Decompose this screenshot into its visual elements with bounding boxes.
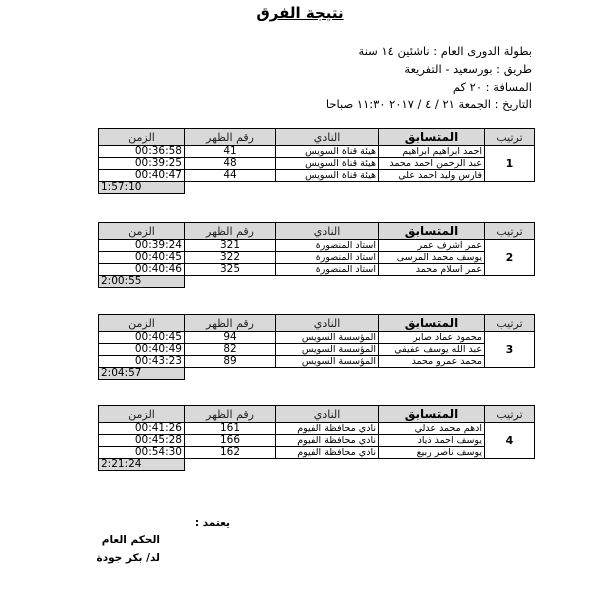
- total-row: [99, 368, 535, 380]
- time-cell: 00:39:24: [99, 240, 185, 252]
- team-table-2: [98, 222, 535, 288]
- header-time: الزمن: [99, 223, 185, 240]
- header-bib: رقم الظهر: [185, 406, 276, 423]
- club-cell: هيئة قناة السويس: [276, 146, 379, 158]
- runner-cell: يوسف احمد ذياد: [379, 435, 485, 447]
- bib-cell: 82: [185, 344, 276, 356]
- total-row: [99, 459, 535, 471]
- blank-cell: [185, 459, 535, 471]
- time-cell: 00:40:49: [99, 344, 185, 356]
- runner-cell: يوسف محمد المرسى: [379, 252, 485, 264]
- club-cell: هيئة قناة السويس: [276, 170, 379, 182]
- header-time: الزمن: [99, 129, 185, 146]
- header-bib: رقم الظهر: [185, 315, 276, 332]
- championship-line: بطولة الدورى العام : ناشئين ١٤ سنة: [358, 44, 532, 58]
- time-cell: 00:40:45: [99, 252, 185, 264]
- time-cell: 00:41:26: [99, 423, 185, 435]
- table-row: [99, 332, 535, 344]
- header-rank: ترتيب: [485, 223, 535, 240]
- runner-cell: احمد ابراهيم ابراهيم: [379, 146, 485, 158]
- time-cell: 00:40:45: [99, 332, 185, 344]
- table-row: [99, 447, 535, 459]
- table-row: [99, 344, 535, 356]
- header-time: الزمن: [99, 315, 185, 332]
- table-header-row: [99, 129, 535, 146]
- time-cell: 00:45:28: [99, 435, 185, 447]
- rank-cell: 4: [485, 423, 535, 459]
- header-club: النادي: [276, 129, 379, 146]
- header-runner: المتسابق: [379, 223, 485, 240]
- total-time-cell: 1:57:10: [99, 182, 185, 194]
- club-cell: استاد المنصورة: [276, 264, 379, 276]
- table-row: [99, 146, 535, 158]
- chief-referee-name: لد/ بكر جودة: [96, 552, 160, 564]
- total-time-cell: 2:21:24: [99, 459, 185, 471]
- table-row: [99, 252, 535, 264]
- bib-cell: 89: [185, 356, 276, 368]
- header-rank: ترتيب: [485, 315, 535, 332]
- chief-referee-title: الحكم العام: [101, 534, 160, 546]
- time-cell: 00:36:58: [99, 146, 185, 158]
- distance-line: المسافة : ٢٠ كم: [452, 80, 532, 94]
- table-header-row: [99, 223, 535, 240]
- club-cell: استاد المنصورة: [276, 240, 379, 252]
- runner-cell: ادهم محمد عدلي: [379, 423, 485, 435]
- bib-cell: 48: [185, 158, 276, 170]
- runner-cell: محمد عمرو محمد: [379, 356, 485, 368]
- bib-cell: 166: [185, 435, 276, 447]
- runner-cell: عبد الله يوسف عفيفي: [379, 344, 485, 356]
- total-time-cell: 2:04:57: [99, 368, 185, 380]
- rank-cell: 1: [485, 146, 535, 182]
- time-cell: 00:54:30: [99, 447, 185, 459]
- table-header-row: [99, 406, 535, 423]
- blank-cell: [185, 368, 535, 380]
- club-cell: نادي محافظة الفيوم: [276, 435, 379, 447]
- table-row: [99, 158, 535, 170]
- bib-cell: 322: [185, 252, 276, 264]
- header-runner: المتسابق: [379, 406, 485, 423]
- time-cell: 00:40:47: [99, 170, 185, 182]
- bib-cell: 161: [185, 423, 276, 435]
- table-header-row: [99, 315, 535, 332]
- club-cell: المؤسسة السويس: [276, 344, 379, 356]
- runner-cell: عبد الرحمن احمد محمد: [379, 158, 485, 170]
- blank-cell: [185, 182, 535, 194]
- bib-cell: 94: [185, 332, 276, 344]
- rank-cell: 2: [485, 240, 535, 276]
- header-bib: رقم الظهر: [185, 223, 276, 240]
- table-row: [99, 356, 535, 368]
- header-time: الزمن: [99, 406, 185, 423]
- header-club: النادي: [276, 223, 379, 240]
- date-line: التاريخ : الجمعة ٢١ / ٤ / ٢٠١٧ ١١:٣٠ صباحا: [325, 97, 532, 111]
- header-rank: ترتيب: [485, 129, 535, 146]
- runner-cell: عمر اسلام محمد: [379, 264, 485, 276]
- time-cell: 00:40:46: [99, 264, 185, 276]
- page-title: نتيجة الفرق: [256, 4, 344, 22]
- table-row: [99, 264, 535, 276]
- bib-cell: 325: [185, 264, 276, 276]
- runner-cell: عمر اشرف عمر: [379, 240, 485, 252]
- club-cell: نادي محافظة الفيوم: [276, 423, 379, 435]
- rank-cell: 3: [485, 332, 535, 368]
- time-cell: 00:39:25: [99, 158, 185, 170]
- runner-cell: فارس وليد احمد علي: [379, 170, 485, 182]
- bib-cell: 41: [185, 146, 276, 158]
- total-row: [99, 182, 535, 194]
- table-row: [99, 170, 535, 182]
- bib-cell: 44: [185, 170, 276, 182]
- header-runner: المتسابق: [379, 315, 485, 332]
- total-row: [99, 276, 535, 288]
- bib-cell: 162: [185, 447, 276, 459]
- team-table-1: [98, 128, 535, 194]
- team-table-3: [98, 314, 535, 380]
- header-bib: رقم الظهر: [185, 129, 276, 146]
- header-club: النادي: [276, 406, 379, 423]
- club-cell: المؤسسة السويس: [276, 356, 379, 368]
- bib-cell: 321: [185, 240, 276, 252]
- approval-label: يعتمد :: [194, 517, 230, 529]
- blank-cell: [185, 276, 535, 288]
- header-club: النادي: [276, 315, 379, 332]
- header-rank: ترتيب: [485, 406, 535, 423]
- runner-cell: محمود عماد صابر: [379, 332, 485, 344]
- table-row: [99, 240, 535, 252]
- header-runner: المتسابق: [379, 129, 485, 146]
- table-row: [99, 435, 535, 447]
- team-table-4: [98, 405, 535, 471]
- club-cell: استاد المنصورة: [276, 252, 379, 264]
- table-row: [99, 423, 535, 435]
- time-cell: 00:43:23: [99, 356, 185, 368]
- club-cell: هيئة قناة السويس: [276, 158, 379, 170]
- total-time-cell: 2:00:55: [99, 276, 185, 288]
- route-line: طريق : بورسعيد - التفريعة: [404, 62, 532, 76]
- runner-cell: يوسف ناصر ربيع: [379, 447, 485, 459]
- club-cell: المؤسسة السويس: [276, 332, 379, 344]
- club-cell: نادي محافظة الفيوم: [276, 447, 379, 459]
